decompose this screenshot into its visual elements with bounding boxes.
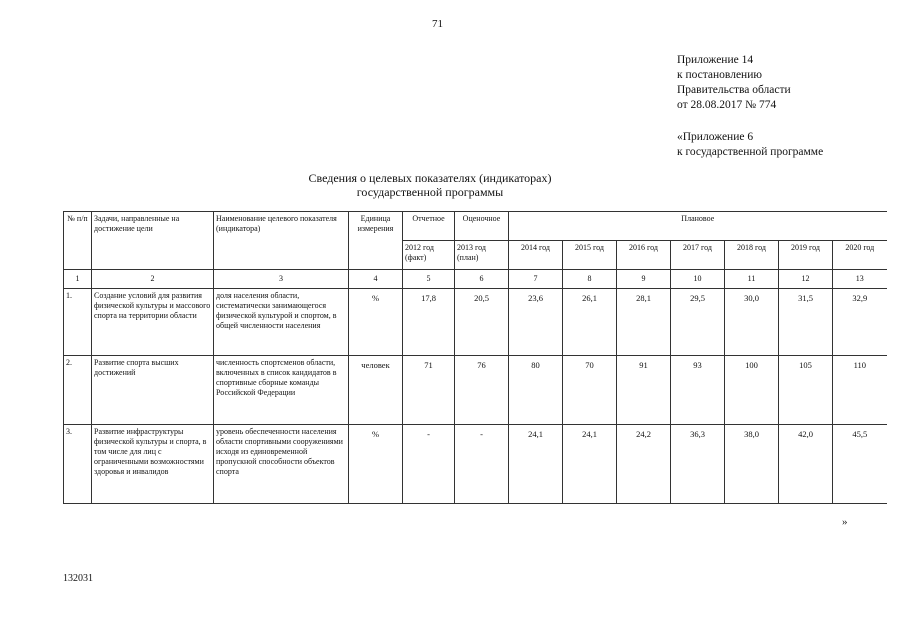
row-value: 91 bbox=[617, 356, 671, 425]
column-index: 12 bbox=[779, 270, 833, 289]
row-value: 71 bbox=[403, 356, 455, 425]
row-task: Развитие инфраструктуры физической культуры и спорта, в том числе для лиц с ограниченными возможностями здоровья и инвалидов bbox=[92, 425, 214, 504]
column-index: 6 bbox=[455, 270, 509, 289]
indicators-table bbox=[63, 211, 887, 504]
title-line: Сведения о целевых показателях (индикаторах) bbox=[308, 171, 552, 185]
header-estimated: Оценочное bbox=[455, 212, 509, 241]
header-num: № п/п bbox=[64, 212, 92, 270]
column-index: 9 bbox=[617, 270, 671, 289]
row-value: 93 bbox=[671, 356, 725, 425]
row-value: 70 bbox=[563, 356, 617, 425]
column-index: 4 bbox=[349, 270, 403, 289]
indicators-table-wrapper bbox=[63, 211, 887, 504]
row-task: Развитие спорта высших достижений bbox=[92, 356, 214, 425]
row-value: 24,1 bbox=[509, 425, 563, 504]
row-indicator: численность спортсменов области, включенных в список кандидатов в спортивные сборные команды Российской Федерации bbox=[214, 356, 349, 425]
header-task: Задачи, направленные на достижение цели bbox=[92, 212, 214, 270]
appendix-line: Приложение 14 bbox=[677, 54, 754, 66]
column-index: 10 bbox=[671, 270, 725, 289]
row-value: 31,5 bbox=[779, 289, 833, 356]
appendix-block bbox=[677, 53, 791, 113]
row-value: 76 bbox=[455, 356, 509, 425]
page-number: 71 bbox=[432, 18, 443, 30]
header-year-2013: 2013 год (план) bbox=[455, 241, 509, 270]
appendix-line: Правительства области bbox=[677, 84, 791, 96]
row-value: 38,0 bbox=[725, 425, 779, 504]
row-num: 1. bbox=[64, 289, 92, 356]
column-index-row bbox=[64, 270, 887, 289]
header-reported: Отчетное bbox=[403, 212, 455, 241]
document-title bbox=[260, 171, 600, 199]
row-value: 36,3 bbox=[671, 425, 725, 504]
row-value: - bbox=[403, 425, 455, 504]
column-index: 11 bbox=[725, 270, 779, 289]
header-year-2012: 2012 год (факт) bbox=[403, 241, 455, 270]
row-value: 110 bbox=[833, 356, 887, 425]
row-unit: человек bbox=[349, 356, 403, 425]
header-plan-year: 2020 год bbox=[833, 241, 887, 270]
appendix-program-line: «Приложение 6 bbox=[677, 131, 754, 143]
row-indicator: доля населения области, систематически занимающегося физической культурой и спортом, в общей численности населения bbox=[214, 289, 349, 356]
row-value: 32,9 bbox=[833, 289, 887, 356]
row-value: 24,1 bbox=[563, 425, 617, 504]
header-indicator: Наименование целевого показателя (индикатора) bbox=[214, 212, 349, 270]
row-num: 3. bbox=[64, 425, 92, 504]
header-plan-year: 2019 год bbox=[779, 241, 833, 270]
row-value: - bbox=[455, 425, 509, 504]
row-value: 100 bbox=[725, 356, 779, 425]
row-value: 105 bbox=[779, 356, 833, 425]
row-num: 2. bbox=[64, 356, 92, 425]
table-header-row bbox=[64, 212, 887, 241]
row-value: 17,8 bbox=[403, 289, 455, 356]
header-plan-year: 2014 год bbox=[509, 241, 563, 270]
appendix-program-line: к государственной программе bbox=[677, 146, 824, 158]
column-index: 5 bbox=[403, 270, 455, 289]
row-value: 28,1 bbox=[617, 289, 671, 356]
closing-quote: » bbox=[842, 516, 848, 528]
row-unit: % bbox=[349, 289, 403, 356]
row-indicator: уровень обеспеченности населения области спортивными сооружениями исходя из единовременной пропускной способности объектов спорта bbox=[214, 425, 349, 504]
header-planned: Плановое bbox=[509, 212, 887, 241]
row-value: 80 bbox=[509, 356, 563, 425]
appendix-line: к постановлению bbox=[677, 69, 762, 81]
column-index: 1 bbox=[64, 270, 92, 289]
column-index: 2 bbox=[92, 270, 214, 289]
row-unit: % bbox=[349, 425, 403, 504]
header-plan-year: 2017 год bbox=[671, 241, 725, 270]
column-index: 3 bbox=[214, 270, 349, 289]
row-value: 29,5 bbox=[671, 289, 725, 356]
document-code: 132031 bbox=[63, 573, 93, 584]
column-index: 7 bbox=[509, 270, 563, 289]
row-task: Создание условий для развития физической культуры и массового спорта на территории области bbox=[92, 289, 214, 356]
header-unit: Единица измерения bbox=[349, 212, 403, 270]
row-value: 30,0 bbox=[725, 289, 779, 356]
table-row bbox=[64, 425, 887, 504]
column-index: 13 bbox=[833, 270, 887, 289]
table-row bbox=[64, 356, 887, 425]
row-value: 23,6 bbox=[509, 289, 563, 356]
table-row bbox=[64, 289, 887, 356]
header-plan-year: 2018 год bbox=[725, 241, 779, 270]
header-plan-year: 2015 год bbox=[563, 241, 617, 270]
row-value: 45,5 bbox=[833, 425, 887, 504]
row-value: 26,1 bbox=[563, 289, 617, 356]
header-plan-year: 2016 год bbox=[617, 241, 671, 270]
row-value: 20,5 bbox=[455, 289, 509, 356]
column-index: 8 bbox=[563, 270, 617, 289]
title-line: государственной программы bbox=[356, 185, 504, 199]
row-value: 42,0 bbox=[779, 425, 833, 504]
appendix-program-block bbox=[677, 130, 823, 160]
row-value: 24,2 bbox=[617, 425, 671, 504]
appendix-line: от 28.08.2017 № 774 bbox=[677, 99, 777, 111]
